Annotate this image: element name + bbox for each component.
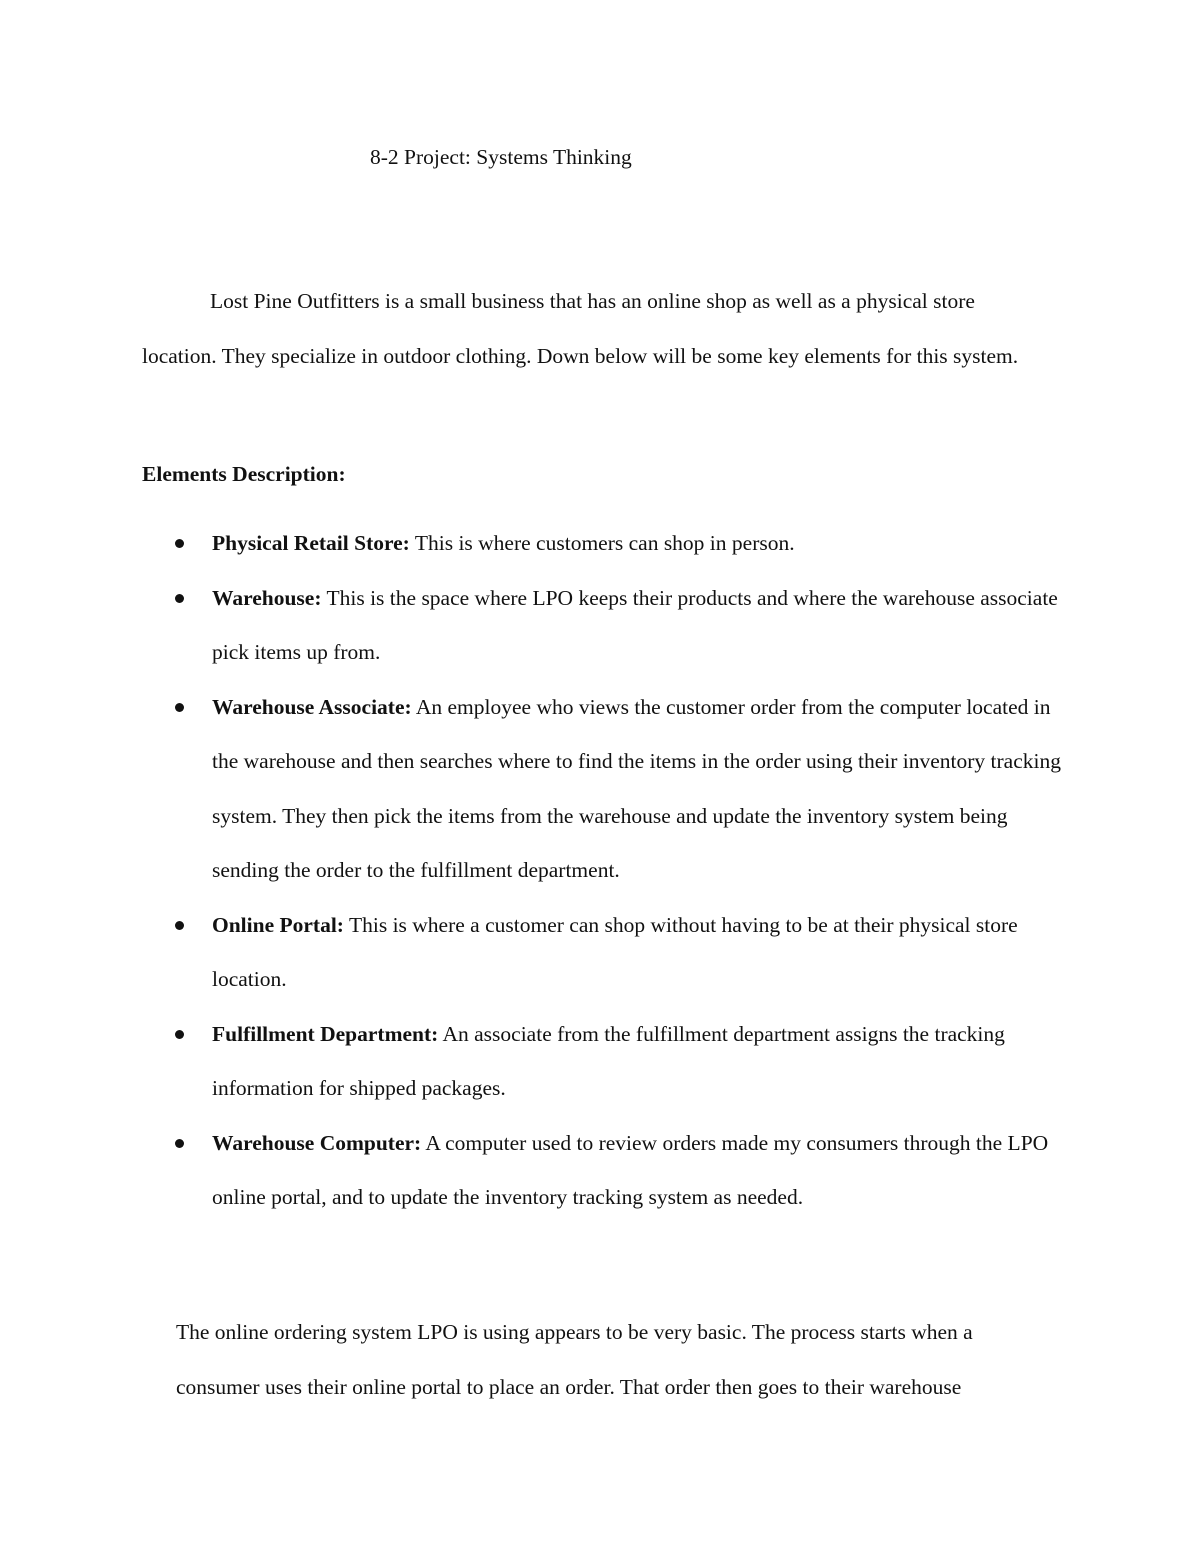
list-item — [212, 1007, 1062, 1116]
element-term: Warehouse Associate: — [212, 694, 412, 719]
intro-paragraph: Lost Pine Outfitters is a small business that has an online shop as well as a physical store location. They specialize in outdoor clothing. Down below will be some key elements for this system. — [142, 289, 1019, 368]
bullet-icon — [175, 539, 184, 548]
element-description: An employee who views the customer order from the computer located in the warehouse and then searches where to find the items in the order using their inventory tracking system. They then pick the items from the warehouse and update the inventory system being sending the order to the fulfillment department. — [212, 694, 1061, 882]
element-description: This is the space where LPO keeps their products and where the warehouse associate pick items up from. — [212, 585, 1058, 664]
element-description: This is where a customer can shop without having to be at their physical store location. — [212, 912, 1018, 991]
section-heading: Elements Description: — [142, 462, 346, 486]
list-item — [212, 1116, 1062, 1225]
list-item — [212, 898, 1062, 1007]
element-description: This is where customers can shop in person. — [409, 531, 795, 555]
elements-list — [212, 516, 1062, 1225]
element-term: Online Portal: — [212, 912, 344, 937]
bullet-icon — [175, 921, 184, 930]
bullet-icon — [175, 1139, 184, 1148]
element-term: Warehouse Computer: — [212, 1130, 422, 1155]
element-description: A computer used to review orders made my consumers through the LPO online portal, and to update the inventory tracking system as needed. — [212, 1130, 1049, 1209]
bullet-icon — [175, 1030, 184, 1039]
element-term: Warehouse: — [212, 585, 322, 610]
bullet-icon — [175, 594, 184, 603]
element-term: Fulfillment Department: — [212, 1021, 439, 1046]
bullet-icon — [175, 703, 184, 712]
process-paragraph: The online ordering system LPO is using appears to be very basic. The process starts when a consumer uses their online portal to place an order. That order then goes to their warehouse — [176, 1320, 973, 1399]
page-title: 8-2 Project: Systems Thinking — [370, 145, 632, 169]
list-item — [212, 571, 1062, 680]
list-item — [212, 516, 1062, 571]
list-item — [212, 680, 1062, 898]
element-term: Physical Retail Store: — [212, 531, 410, 555]
element-description: An associate from the fulfillment department assigns the tracking information for shipped packages. — [212, 1021, 1005, 1100]
